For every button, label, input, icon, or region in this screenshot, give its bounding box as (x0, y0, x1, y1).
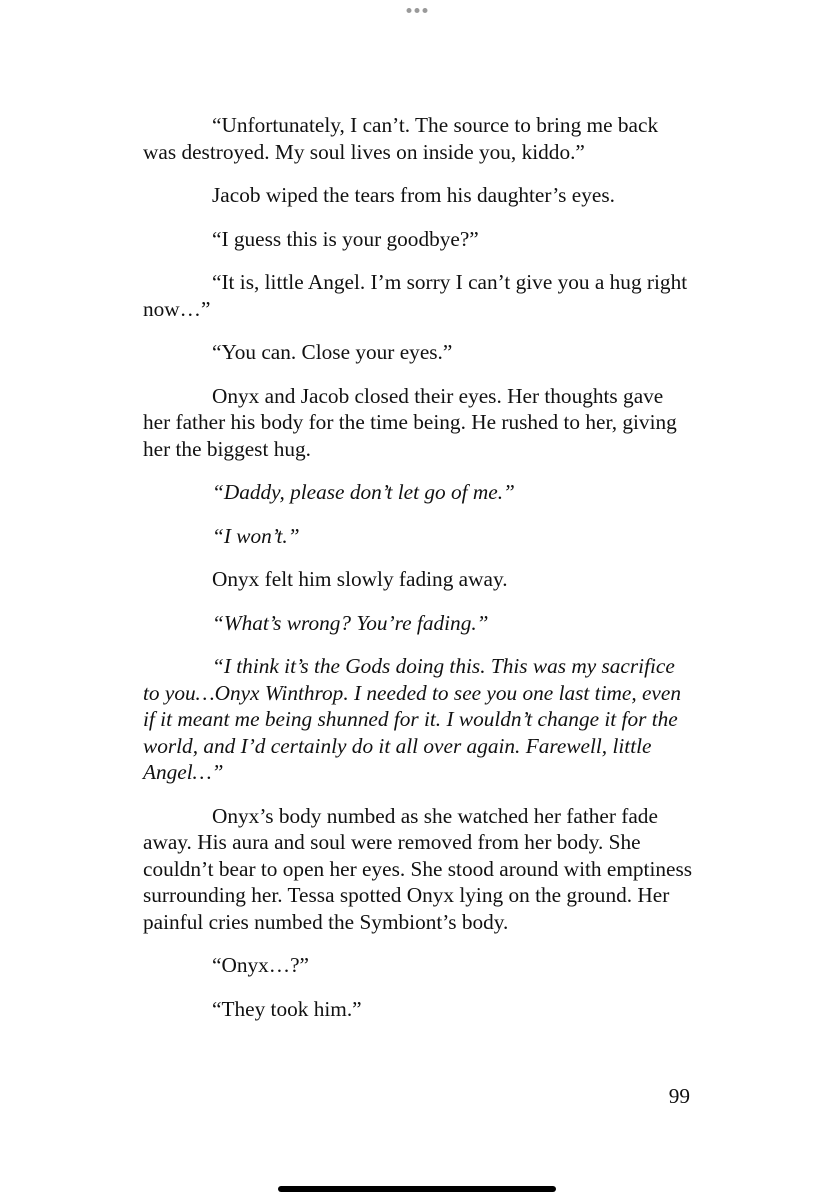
paragraph: Jacob wiped the tears from his daughter’s eyes. (212, 183, 615, 207)
paragraph-italic: “I won’t.” (212, 523, 300, 548)
more-options-dots-icon[interactable] (403, 6, 432, 15)
paragraph-italic: “Daddy, please don’t let go of me.” (212, 480, 515, 504)
home-indicator-bar[interactable] (278, 1186, 556, 1192)
paragraph-italic: “What’s wrong? You’re fading.” (212, 610, 489, 635)
dot (423, 8, 428, 13)
paragraph: “I guess this is your goodbye?” (212, 226, 479, 251)
page-number: 99 (668, 1084, 690, 1108)
paragraph: Onyx felt him slowly fading away. (212, 567, 508, 591)
paragraph-italic: “I think it’s the Gods doing this. This was my sacrifice to you…Onyx Winthrop. I needed to see you one last time, even if it meant me being shunned for it. I wouldn’t change it for the world, and I’d certainly do it all over again. Farewell, little Angel…” (143, 654, 681, 784)
page-text (143, 112, 695, 1039)
paragraph: “Onyx…?” (212, 953, 309, 977)
dot (415, 8, 420, 13)
dot (407, 8, 412, 13)
paragraph: Onyx and Jacob closed their eyes. Her thoughts gave her father his body for the time being. He rushed to her, giving her the biggest hug. (143, 383, 677, 461)
paragraph: “Unfortunately, I can’t. The source to bring me back was destroyed. My soul lives on inside you, kiddo.” (143, 113, 659, 164)
paragraph: Onyx’s body numbed as she watched her father fade away. His aura and soul were removed from her body. She couldn’t bear to open her eyes. She stood around with emptiness surrounding her. Tessa spotted Onyx lying on the ground. Her painful cries numbed the Symbiont’s body. (143, 803, 693, 934)
paragraph: “They took him.” (212, 996, 362, 1021)
paragraph: “It is, little Angel. I’m sorry I can’t give you a hug right now…” (143, 270, 688, 321)
paragraph: “You can. Close your eyes.” (212, 340, 453, 364)
